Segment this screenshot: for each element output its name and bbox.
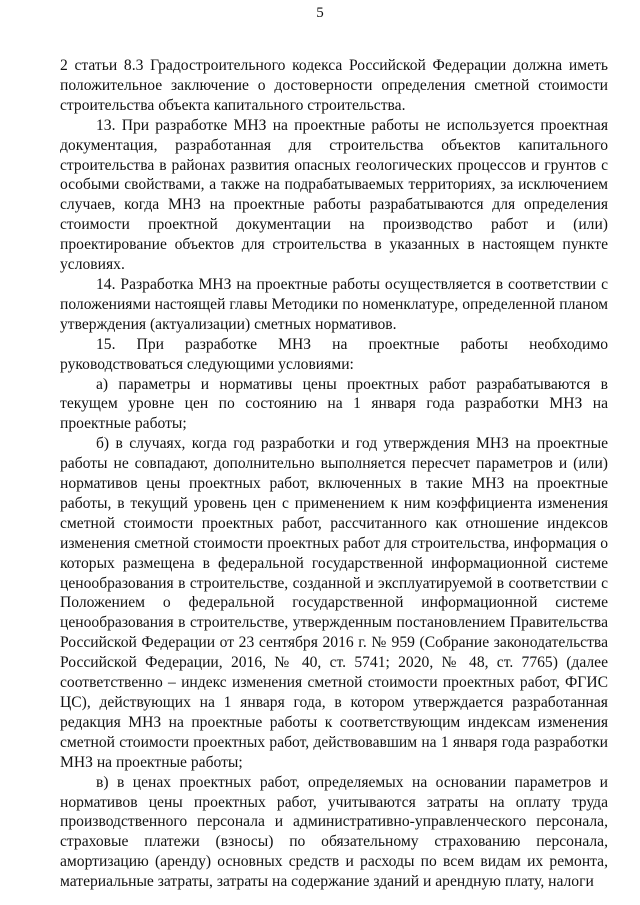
paragraph-15-a: а) параметры и нормативы цены проектных работ разрабатываются в текущем уровне цен по состоянию на 1 января года разработки МНЗ на проектные работы; [60,375,608,433]
paragraph-14: 14. Разработка МНЗ на проектные работы осуществляется в соответствии с положениями настоящей главы Методики по номенклатуре, определенной планом утверждения (актуализации) сметных нормативов. [60,275,608,333]
page-number: 5 [316,5,324,21]
paragraph-15-b: б) в случаях, когда год разработки и год утверждения МНЗ на проектные работы не совпадают, дополнительно выполняется пересчет параметров и (или) нормативов цены проектных работ, включенных в такие МНЗ на проектные работы, в текущий уровень цен с применением к ним коэффициента изменения сметной стоимости проектных работ, рассчитанного как отношение индексов изменения сметной стоимости проектных работ для строительства, информация о которых размещена в федеральной государственной информационной системе ценообразования в строительстве, созданной и эксплуатируемой в соответствии с Положением о федеральной государственной информационной системе ценообразования в строительстве, утвержденным постановлением Правительства Российской Федерации от 23 сентября 2016 г. № 959 (Собрание законодательства Российской Федерации, 2016, № 40, ст. 5741; 2020, № 48, ст. 7765) (далее соответственно – индекс изменения сметной стоимости проектных работ, ФГИС ЦС), действующих на 1 января года, в котором утверждается разработанная редакция МНЗ на проектные работы к соответствующим индексам изменения сметной стоимости проектных работ, действовавшим на 1 января года разработки МНЗ на проектные работы; [60,435,608,771]
paragraph-15: 15. При разработке МНЗ на проектные работы необходимо руководствоваться следующими условиями: [60,335,608,373]
paragraph-15-v: в) в ценах проектных работ, определяемых на основании параметров и нормативов цены проектных работ, учитываются затраты на оплату труда производственного персонала и административно-управленческого персонала, страховые платежи (взносы) по обязательному страхованию персонала, амортизацию (аренду) основных средств и расходы по всем видам их ремонта, материальные затраты, затраты на содержание зданий и арендную плату, налоги [60,773,608,891]
document-body [60,56,608,892]
paragraph-continuation: 2 статьи 8.3 Градостроительного кодекса Российской Федерации должна иметь положительное заключение о достоверности определения сметной стоимости строительства объекта капитального строительства. [60,57,608,114]
paragraph-13: 13. При разработке МНЗ на проектные работы не используется проектная документация, разработанная для строительства объектов капитального строительства в районах развития опасных геологических процессов и грунтов с особыми свойствами, а также на подрабатываемых территориях, за исключением случаев, когда МНЗ на проектные работы разрабатываются для определения стоимости проектной документации на производство работ и (или) проектирование объектов для строительства в указанных в настоящем пункте условиях. [60,116,608,274]
